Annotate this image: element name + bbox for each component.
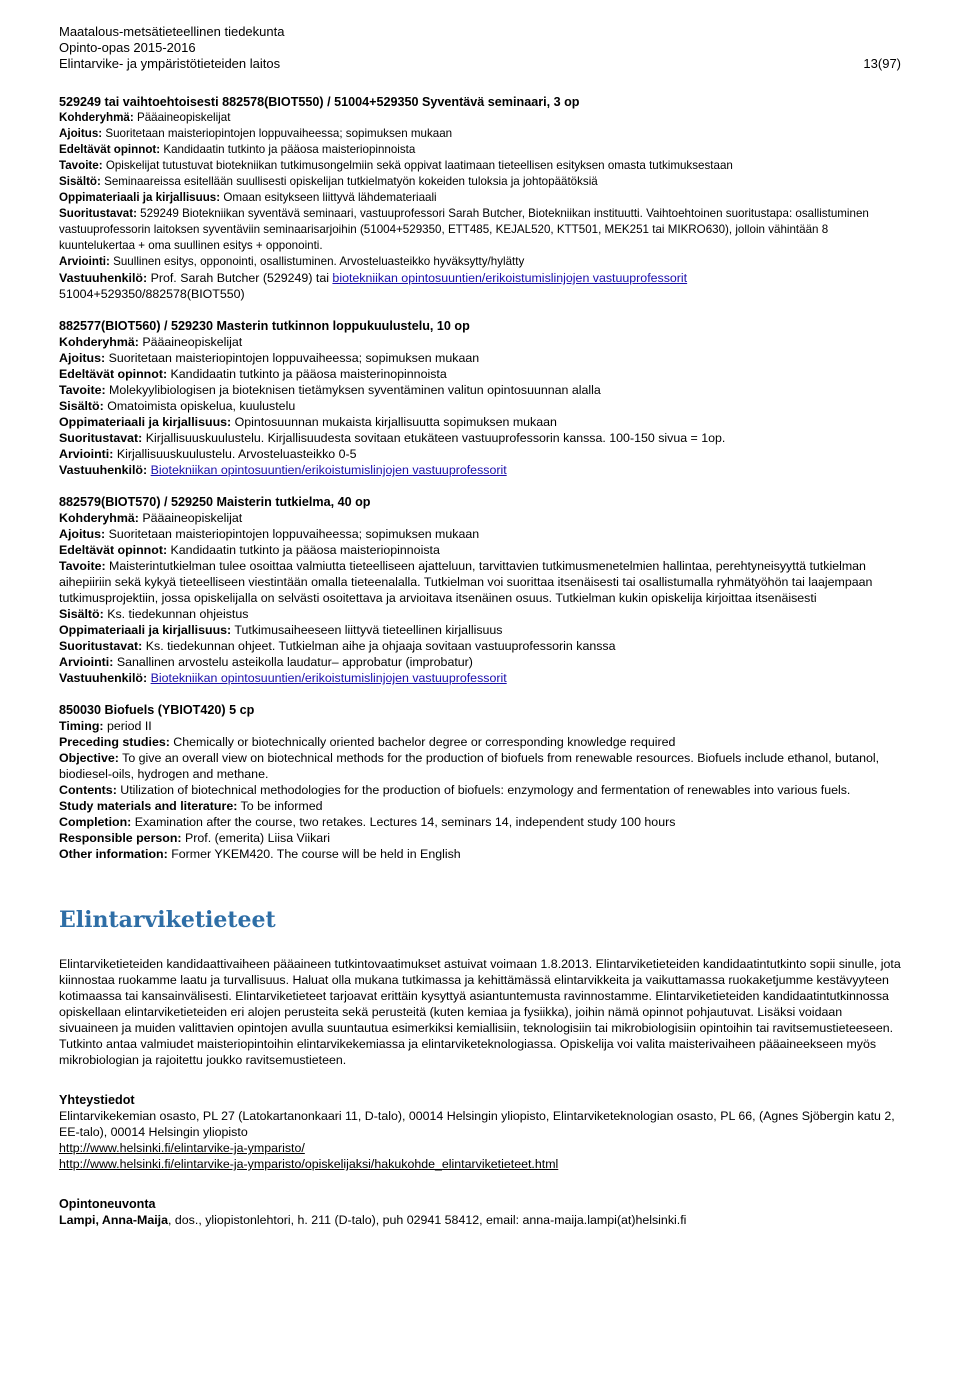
advice-heading: Opintoneuvonta (59, 1197, 156, 1211)
course-materials (59, 190, 901, 206)
intro-paragraph: Elintarviketieteiden kandidaattivaiheen pääaineen tutkintovaatimukset astuivat voimaan 1.8.2013. Elintarviketieteiden kandidaatintutkinto sopii sinulle, jota kiinnostaa ruokamme laatu ja turvallisuus. Haluat olla mukana tutkimassa ja kehittämässä elintarvikkeita ja vaikuttamassa ruokaketjumme kestävyyteen kotimaassa tai kansainvälisesti. Elintarviketieteet tarjoavat erittäin kysyttyä asiantuntemusta ravinnostamme. Elintarviketieteiden kandidaatintutkinnossa opiskellaan elintarviketieteiden eri alojen perusteita sekä perusteitä (kuten kemiaa ja fysiikka), joihin nämä opinnot pohjautuvat. Lisäksi voidaan sivuaineen ja muiden valittavien opintojen avulla suuntautua esimerkiksi kemiallisiin, teknologisiin tai mikrobiologisiin opintoihin tai ravitsemustieteeseen. Tutkinto antaa valmiudet maisteriopintoihin elintarvikekemiassa ja elintarviketeknologiassa. Opiskelija voi valita maisterivaiheen pääaineekseen myös mikrobiologian ja rajoitettu joukko ravitsemustieteen. (59, 957, 901, 1067)
section-intro (59, 956, 901, 1068)
course-responsible (59, 462, 901, 478)
contact-heading: Yhteystiedot (59, 1093, 135, 1107)
field-label: Arviointi: (59, 655, 114, 669)
field-label: Responsible person: (59, 831, 182, 845)
field-label: Ajoitus: (59, 351, 106, 365)
section-heading: Elintarviketieteet (59, 907, 276, 933)
field-value: Suoritetaan maisteriopintojen loppuvaiheessa; sopimuksen mukaan (102, 127, 453, 140)
field-value: Seminaareissa esitellään suullisesti opiskelijan tutkielmatyön kokeiden tuloksia ja johtopäätöksiä (100, 175, 598, 188)
course-contents (59, 174, 901, 190)
field-value: Suoritetaan maisteriopintojen loppuvaiheessa; sopimuksen mukaan (105, 527, 480, 541)
field-label: Study materials and literature: (59, 799, 238, 813)
course-block-final-exam (59, 318, 901, 478)
course-prerequisites (59, 366, 901, 382)
course-assessment (59, 446, 901, 462)
field-value: Tutkimusaiheeseen liittyvä tieteellinen kirjallisuus (231, 623, 503, 637)
course-timing (59, 350, 901, 366)
course-responsible (59, 830, 901, 846)
course-materials (59, 622, 901, 638)
field-value: Ks. tiedekunnan ohjeistus (103, 607, 249, 621)
field-value: Kirjallisuuskuulustelu. Arvosteluasteikko 0-5 (113, 447, 357, 461)
course-timing (59, 126, 901, 142)
responsible-professors-link[interactable]: Biotekniikan opintosuuntien/erikoistumislinjojen vastuuprofessorit (150, 463, 507, 477)
field-value: Ks. tiedekunnan ohjeet. Tutkielman aihe ja ohjaaja sovitaan vastuuprofessorin kanssa (142, 639, 616, 653)
course-codes: 51004+529350/882578(BIOT550) (59, 287, 245, 301)
course-contents (59, 782, 901, 798)
course-title: 882579(BIOT570) / 529250 Maisterin tutkielma, 40 op (59, 495, 371, 509)
course-timing (59, 718, 901, 734)
advisor-details: , dos., yliopistonlehtori, h. 211 (D-talo), puh 02941 58412, email: anna-maija.lampi(at)helsinki.fi (168, 1213, 687, 1227)
field-label: Oppimateriaali ja kirjallisuus: (59, 191, 221, 204)
field-label: Vastuuhenkilö: (59, 671, 148, 685)
course-contents (59, 398, 901, 414)
field-label: Oppimateriaali ja kirjallisuus: (59, 415, 232, 429)
department-name: Elintarvike- ja ympäristötieteiden laitos (59, 56, 281, 71)
course-objective (59, 750, 901, 782)
field-label: Timing: (59, 719, 104, 733)
guide-title: Opinto-opas 2015-2016 (59, 40, 196, 55)
contact-url-1 (59, 1140, 901, 1156)
field-value: Pääaineopiskelijat (138, 511, 243, 525)
course-title: 882577(BIOT560) / 529230 Masterin tutkinnon loppukuulustelu, 10 op (59, 319, 470, 333)
course-objective (59, 558, 901, 606)
course-contents (59, 606, 901, 622)
field-value: Kirjallisuuskuulustelu. Kirjallisuudesta sovitaan etukäteen vastuuprofessorin kanssa. 100-150 sivua = 1op. (142, 431, 726, 445)
course-completion (59, 638, 901, 654)
contact-info (59, 1092, 901, 1172)
field-value: Kandidaatin tutkinto ja pääosa maisteriopinnoista (160, 143, 416, 156)
contact-address: Elintarvikekemian osasto, PL 27 (Latokartanonkaari 11, D-talo), 00014 Helsingin yliopisto, Elintarviketeknologian osasto, PL 66, (Agnes Sjöbergin katu 2, EE-talo), 00014 Helsingin yliopisto (59, 1109, 895, 1139)
course-target-group (59, 510, 901, 526)
course-prerequisites (59, 734, 901, 750)
department-website-link[interactable]: http://www.helsinki.fi/elintarvike-ja-ymparisto/ (59, 1141, 305, 1155)
field-label: Edeltävät opinnot: (59, 367, 168, 381)
field-value: Pääaineopiskelijat (133, 111, 231, 124)
field-value: Sanallinen arvostelu asteikolla laudatur– approbatur (improbatur) (113, 655, 473, 669)
responsible-professors-link[interactable]: Biotekniikan opintosuuntien/erikoistumislinjojen vastuuprofessorit (150, 671, 507, 685)
course-block-thesis (59, 494, 901, 686)
course-block-seminar (59, 94, 901, 302)
study-advice (59, 1196, 901, 1228)
field-value: Kandidaatin tutkinto ja pääosa maisteriopinnoista (167, 543, 440, 557)
field-label: Sisältö: (59, 399, 104, 413)
responsible-professors-link[interactable]: biotekniikan opintosuuntien/erikoistumislinjojen vastuuprofessorit (332, 271, 688, 285)
course-title: 850030 Biofuels (YBIOT420) 5 cp (59, 703, 255, 717)
field-value: Suullinen esitys, opponointi, osallistuminen. Arvosteluasteikko hyväksytty/hylätty (109, 255, 525, 268)
field-label: Other information: (59, 847, 168, 861)
field-label: Arviointi: (59, 255, 110, 268)
course-objective (59, 382, 901, 398)
field-label: Vastuuhenkilö: (59, 463, 148, 477)
field-value: Examination after the course, two retakes. Lectures 14, seminars 14, independent study 100 hours (131, 815, 676, 829)
page-number: 13(97) (863, 56, 901, 71)
field-value: Pääaineopiskelijat (138, 335, 243, 349)
field-label: Tavoite: (59, 559, 106, 573)
field-label: Suoritustavat: (59, 207, 137, 220)
course-timing (59, 526, 901, 542)
field-label: Tavoite: (59, 383, 106, 397)
course-assessment (59, 654, 901, 670)
field-label: Ajoitus: (59, 527, 106, 541)
field-value: period II (103, 719, 152, 733)
field-label: Preceding studies: (59, 735, 170, 749)
course-prerequisites (59, 142, 901, 158)
field-value: Utilization of biotechnical methodologies for the production of biofuels: enzymology and fermentation of renewables into various fuels. (116, 783, 851, 797)
course-target-group (59, 110, 901, 126)
course-completion (59, 430, 901, 446)
field-label: Kohderyhmä: (59, 511, 139, 525)
course-assessment (59, 254, 901, 270)
field-value: Chemically or biotechnically oriented bachelor degree or corresponding knowledge required (169, 735, 676, 749)
course-materials (59, 414, 901, 430)
course-completion (59, 206, 901, 254)
field-value: 529249 Biotekniikan syventävä seminaari, vastuuprofessori Sarah Butcher, Biotekniikan instituutti. Vaihtoehtoinen suoritustapa: osallistuminen vastuuprofessorin laitoksen syventäviin seminaarisarjoihin (51004+529350, ETT485, KEJAL520, KTT501, MEK251 tai MIKRO630), jolloin vähintään 8 kuuntelukertaa + oma suullinen esitys + opponointi. (59, 207, 869, 252)
field-label: Suoritustavat: (59, 431, 143, 445)
field-label: Suoritustavat: (59, 639, 143, 653)
field-value: Omaan esitykseen liittyvä lähdemateriaali (220, 191, 437, 204)
advisor-name: Lampi, Anna-Maija (59, 1213, 169, 1227)
field-label: Edeltävät opinnot: (59, 543, 168, 557)
field-label: Sisältö: (59, 607, 104, 621)
contact-url-2 (59, 1156, 901, 1172)
field-value: Opiskelijat tutustuvat biotekniikan tutkimusongelmiin sekä oppivat laatimaan tieteellisen esityksen omasta tutkimuksestaan (102, 159, 733, 172)
field-label: Oppimateriaali ja kirjallisuus: (59, 623, 232, 637)
field-label: Contents: (59, 783, 117, 797)
field-value: To give an overall view on biotechnical methods for the production of biofuels from renewable resources. Biofuels include ethanol, butanol, biodiesel-oils, hydrogen and methane. (59, 751, 880, 781)
course-responsible (59, 670, 901, 686)
course-title: 529249 tai vaihtoehtoisesti 882578(BIOT550) / 51004+529350 Syventävä seminaari, 3 op (59, 95, 580, 109)
course-prerequisites (59, 542, 901, 558)
field-value: Kandidaatin tutkinto ja pääosa maisterinopinnoista (167, 367, 447, 381)
field-value: To be informed (237, 799, 323, 813)
field-value: Molekyylibiologisen ja bioteknisen tietämyksen syventäminen valitun opintosuunnan alalla (105, 383, 601, 397)
course-completion (59, 814, 901, 830)
field-label: Kohderyhmä: (59, 111, 134, 124)
page-header (59, 24, 901, 72)
field-label: Arviointi: (59, 447, 114, 461)
course-materials (59, 798, 901, 814)
course-block-biofuels (59, 702, 901, 862)
field-value: Suoritetaan maisteriopintojen loppuvaiheessa; sopimuksen mukaan (105, 351, 480, 365)
field-value: Prof. (emerita) Liisa Viikari (181, 831, 331, 845)
field-label: Ajoitus: (59, 127, 103, 140)
field-value: Former YKEM420. The course will be held in English (167, 847, 461, 861)
field-value: Maisterintutkielman tulee osoittaa valmiutta tieteelliseen ajatteluun, tarvittavien tutkimusmenetelmien hallintaa, perehtyneisyyttä tutkielman aihepiiriin sekä kykyä tieteelliseen viestintään omalla tieteenalalla. Tutkielman voi suorittaa itsenäisesti tai osallistumalla ryhmätyöhön tai laajempaan tutkimusprojektiin, jossa opiskelijalla on selvästi osoitettava ja arvioitava itsenäinen osuus. Tutkielman kukin opiskelija kirjoittaa itsenäisesti (59, 559, 873, 605)
course-responsible (59, 270, 901, 286)
field-label: Kohderyhmä: (59, 335, 139, 349)
field-value: Prof. Sarah Butcher (529249) tai (147, 271, 333, 285)
field-label: Edeltävät opinnot: (59, 143, 161, 156)
advisor-contact (59, 1212, 901, 1228)
field-label: Completion: (59, 815, 132, 829)
field-value: Omatoimista opiskelua, kuulustelu (103, 399, 296, 413)
field-label: Tavoite: (59, 159, 103, 172)
admission-page-link[interactable]: http://www.helsinki.fi/elintarvike-ja-ymparisto/opiskelijaksi/hakukohde_elintarviketieteet.html (59, 1157, 559, 1171)
field-label: Objective: (59, 751, 119, 765)
course-objective (59, 158, 901, 174)
document-page (59, 24, 901, 1228)
course-target-group (59, 334, 901, 350)
field-label: Vastuuhenkilö: (59, 271, 148, 285)
field-value: Opintosuunnan mukaista kirjallisuutta sopimuksen mukaan (231, 415, 557, 429)
field-label: Sisältö: (59, 175, 101, 188)
faculty-name: Maatalous-metsätieteellinen tiedekunta (59, 24, 285, 39)
course-other-info (59, 846, 901, 862)
